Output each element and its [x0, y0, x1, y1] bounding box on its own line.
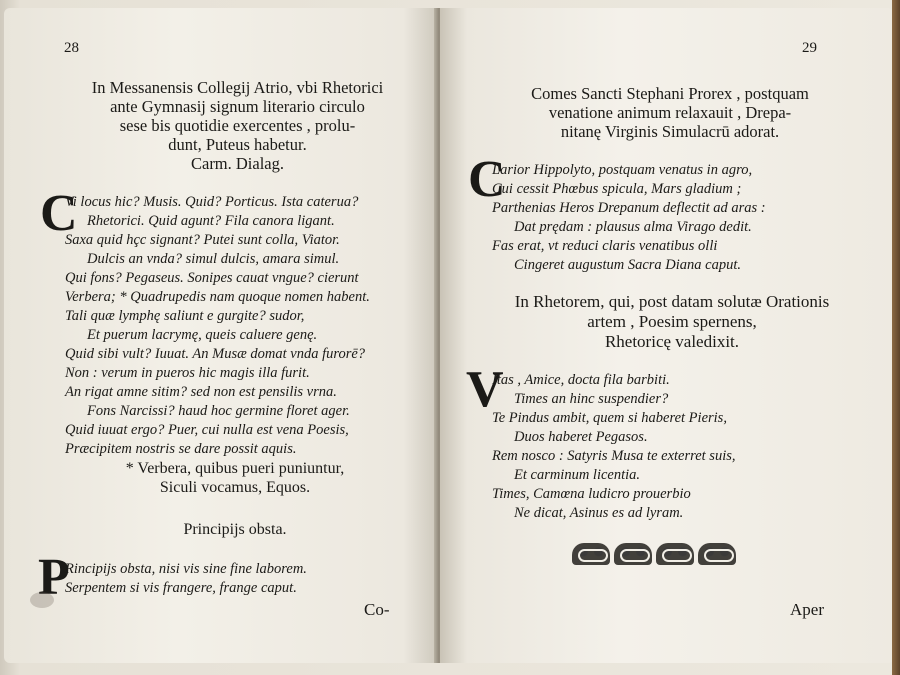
left-heading-line: Carm. Dialag. [190, 154, 284, 173]
verse-line: Duos haberet Pegasos. [514, 429, 648, 445]
footnote-line: * Verbera, quibus pueri puniuntur, [125, 460, 345, 477]
left-subtitle: Principijs obsta. [183, 521, 287, 538]
right-heading2-line: Rhetoricę valedixit. [604, 332, 740, 351]
ink-smudge [30, 592, 54, 608]
left-heading-line: In Messanensis Collegij Atrio, vbi Rhetorici [91, 78, 384, 97]
left-poem1-dropcap: C [40, 185, 78, 242]
left-poem2-dropcap: P [38, 549, 70, 606]
verse-line: An rigat amne sitim? sed non est pensilis vrna. [65, 384, 337, 400]
verse-line: Rincipijs obsta, nisi vis sine fine laborem. [65, 561, 307, 577]
left-heading [40, 78, 435, 173]
right-heading2-line: In Rhetorem, qui, post datam solutæ Orationis [514, 292, 830, 311]
right-heading [470, 84, 870, 141]
verse-line: Times, Camœna ludicro prouerbio [492, 486, 691, 502]
left-poem1 [65, 193, 435, 459]
page-number-left: 28 [64, 40, 79, 56]
page-number-right: 29 [802, 40, 817, 56]
verse-line: Itas , Amice, docta fila barbiti. [492, 372, 670, 388]
verse-line: Serpentem si vis frangere, frange caput. [65, 580, 297, 596]
ornament-icon [698, 543, 736, 565]
left-heading-line: dunt, Puteus habetur. [168, 135, 307, 154]
verse-line: Præcipitem nostris se dare possit aquis. [65, 441, 297, 457]
verse-line: Larior Hippolyto, postquam venatus in agro, [492, 162, 753, 178]
verse-line: Fons Narcissi? haud hoc germine floret ager. [87, 403, 350, 419]
right-heading-line: venatione animum relaxauit , Drepa- [548, 103, 792, 122]
left-catchword: Co- [364, 600, 390, 619]
verse-line: Rhetorici. Quid agunt? Fila canora ligant. [87, 213, 335, 229]
right-heading2-line: artem , Poesim spernens, [587, 312, 757, 331]
ornament-band [572, 543, 736, 565]
right-poem1-dropcap: C [468, 151, 506, 208]
left-poem2 [65, 560, 425, 598]
verse-line: Dulcis an vnda? simul dulcis, amara simul. [87, 251, 340, 267]
verse-line: Et puerum lacrymę, queis caluere genę. [87, 327, 318, 343]
verse-line: Non : verum in pueros hic magis illa furit. [65, 365, 310, 381]
verse-line: Qui fons? Pegaseus. Sonipes cauat vngue? cierunt [65, 270, 359, 286]
verse-line: Tali quæ lymphę saliunt e gurgite? sudor, [65, 308, 305, 324]
footnote-line: Siculi vocamus, Equos. [159, 479, 311, 496]
verse-line: Vi locus hic? Musis. Quid? Porticus. Ista caterua? [65, 194, 359, 210]
right-heading-line: Comes Sancti Stephani Prorex , postquam [531, 84, 809, 103]
verse-line: Fas erat, vt reduci claris venatibus olli [492, 238, 718, 254]
right-poem2 [492, 371, 872, 523]
right-heading2 [462, 292, 882, 352]
verse-line: Quid iuuat ergo? Puer, cui nulla est vena Poesis, [65, 422, 349, 438]
verse-line: Dat prędam : plausus alma Virago dedit. [514, 219, 752, 235]
verse-line: Times an hinc suspendier? [514, 391, 669, 407]
verse-line: Te Pindus ambit, quem si haberet Pieris, [492, 410, 727, 426]
right-heading-line: nitanę Virginis Simulacrū adorat. [560, 122, 780, 141]
right-catchword: Aper [790, 600, 824, 619]
verse-line: Cui cessit Phœbus spicula, Mars gladium ; [492, 181, 742, 197]
book-cover-edge [892, 0, 900, 675]
verse-line: Ne dicat, Asinus es ad lyram. [514, 505, 684, 521]
ornament-icon [656, 543, 694, 565]
left-footnote [70, 459, 400, 497]
verse-line: Saxa quid hçc signant? Putei sunt colla, Viator. [65, 232, 340, 248]
right-poem1 [492, 161, 872, 275]
verse-line: Cingeret augustum Sacra Diana caput. [514, 257, 742, 273]
verse-line: Et carminum licentia. [514, 467, 641, 483]
verse-line: Rem nosco : Satyris Musa te exterret suis, [492, 448, 736, 464]
ornament-icon [572, 543, 610, 565]
verse-line: Verbera; * Quadrupedis nam quoque nomen habent. [65, 289, 370, 305]
ornament-icon [614, 543, 652, 565]
verse-line: Quid sibi vult? Iuuat. An Musæ domat vnda furorē? [65, 346, 366, 362]
left-heading-line: ante Gymnasij signum literario circulo [110, 97, 365, 116]
right-poem2-dropcap: V [466, 361, 504, 418]
left-heading-line: sese bis quotidie exercentes , prolu- [119, 116, 356, 135]
verse-line: Parthenias Heros Drepanum deflectit ad aras : [492, 200, 766, 216]
